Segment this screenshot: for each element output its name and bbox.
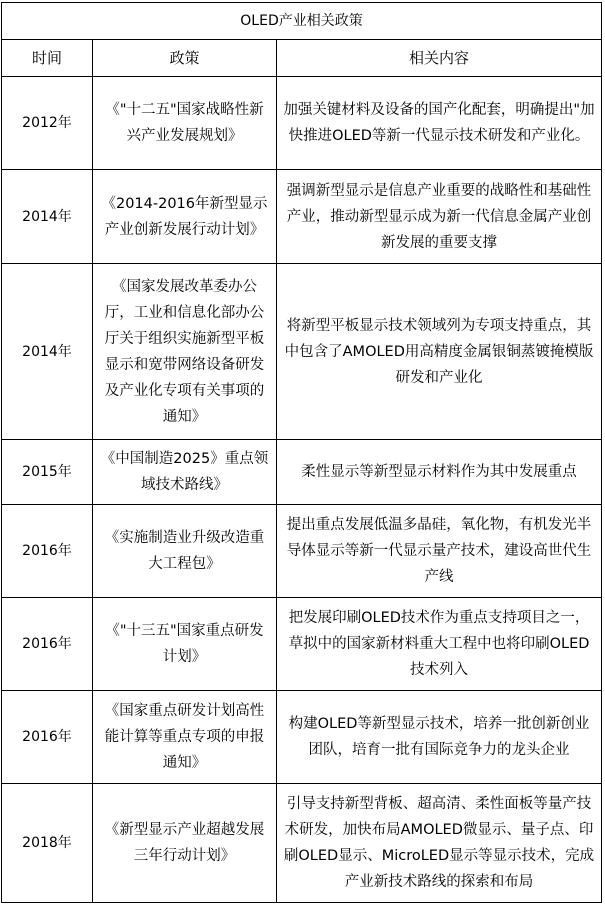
- cell-policy: 《实施制造业升级改造重大工程包》: [93, 505, 277, 598]
- table-row: [2, 440, 602, 505]
- cell-policy: 《2014-2016年新型显示产业创新发展行动计划》: [93, 170, 277, 264]
- cell-content: 提出重点发展低温多晶硅，氧化物，有机发光半导体显示等新一代显示量产技术，建设高世代生产线: [277, 505, 602, 598]
- cell-policy: 《"十三五"国家重点研发计划》: [93, 598, 277, 691]
- cell-policy: 《中国制造2025》重点领域技术路线》: [93, 440, 277, 505]
- table-row: [2, 77, 602, 170]
- table-header-row: [2, 40, 602, 77]
- cell-year: 2018年: [2, 784, 93, 903]
- cell-content: 加强关键材料及设备的国产化配套，明确提出"加快推进OLED等新一代显示技术研发和产业化。: [277, 77, 602, 170]
- cell-year: 2016年: [2, 691, 93, 784]
- cell-year: 2016年: [2, 598, 93, 691]
- table-row: [2, 505, 602, 598]
- header-policy: 政策: [93, 40, 277, 77]
- cell-policy: 《国家发展改革委办公厅，工业和信息化部办公厅关于组织实施新型平板显示和宽带网络设备研发及产业化专项有关事项的通知》: [93, 264, 277, 440]
- cell-year: 2014年: [2, 170, 93, 264]
- oled-policy-table: [1, 2, 602, 903]
- header-content: 相关内容: [277, 40, 602, 77]
- cell-year: 2014年: [2, 264, 93, 440]
- header-time: 时间: [2, 40, 93, 77]
- table-title-row: [2, 3, 602, 40]
- table-row: [2, 598, 602, 691]
- table-row: [2, 691, 602, 784]
- table-row: [2, 784, 602, 903]
- cell-content: 把发展印刷OLED技术作为重点支持项目之一，草拟中的国家新材料重大工程中也将印刷OLED技术列入: [277, 598, 602, 691]
- cell-content: 构建OLED等新型显示技术，培养一批创新创业团队，培育一批有国际竞争力的龙头企业: [277, 691, 602, 784]
- cell-content: 柔性显示等新型显示材料作为其中发展重点: [277, 440, 602, 505]
- cell-year: 2015年: [2, 440, 93, 505]
- table-row: [2, 264, 602, 440]
- cell-policy: 《国家重点研发计划高性能计算等重点专项的申报通知》: [93, 691, 277, 784]
- cell-year: 2012年: [2, 77, 93, 170]
- cell-content: 强调新型显示是信息产业重要的战略性和基础性产业，推动新型显示成为新一代信息金属产业创新发展的重要支撑: [277, 170, 602, 264]
- table-title: OLED产业相关政策: [2, 3, 602, 40]
- cell-policy: 《新型显示产业超越发展三年行动计划》: [93, 784, 277, 903]
- cell-policy: 《"十二五"国家战略性新兴产业发展规划》: [93, 77, 277, 170]
- cell-content: 将新型平板显示技术领域列为专项支持重点，其中包含了AMOLED用高精度金属银铜蒸镀掩模版研发和产业化: [277, 264, 602, 440]
- table-row: [2, 170, 602, 264]
- cell-year: 2016年: [2, 505, 93, 598]
- cell-content: 引导支持新型背板、超高清、柔性面板等量产技术研发，加快布局AMOLED微显示、量子点、印刷OLED显示、MicroLED显示等显示技术，完成产业新技术路线的探索和布局: [277, 784, 602, 903]
